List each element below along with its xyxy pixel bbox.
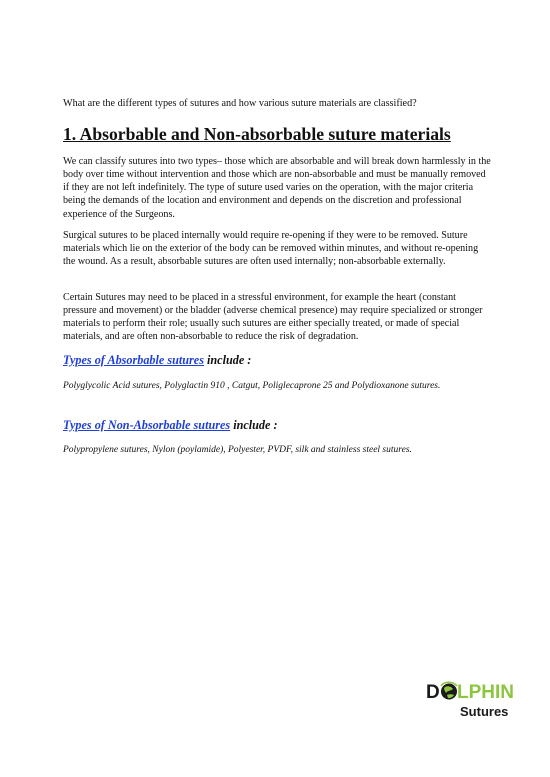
svg-text:LPHIN: LPHIN [457,682,514,703]
intro-question: What are the different types of sutures and how various suture materials are classified? [63,98,417,109]
dolphin-sutures-logo [420,676,516,722]
paragraph-internal-external: Surgical sutures to be placed internally would require re-opening if they were to be removed. Suture materials which lie on the exterior of the body can be removed within minutes, and without re-opening the wound. As a result, absorbable sutures are often used internally; non-absorbable externally. [63,230,479,268]
svg-text:D: D [426,682,440,703]
paragraph-stressful-environment: Certain Sutures may need to be placed in a stressful environment, for example the heart (constant pressure and movement) or the bladder (adverse chemical presence) may require specialized or stronger materials to perform their role; usually such sutures are either specially treated, or made of special materials, and are often non-absorbable to reduce the risk of degradation. [63,292,483,343]
absorbable-subheading [63,352,251,368]
svg-text:Sutures: Sutures [460,704,509,719]
non-absorbable-sutures-list: Polypropylene sutures, Nylon (poylamide), Polyester, PVDF, silk and stainless steel sutures. [63,445,412,455]
globe-icon [441,682,457,699]
section-heading: 1. Absorbable and Non-absorbable suture materials [63,124,451,144]
non-absorbable-subheading [63,417,278,433]
paragraph-classification: We can classify sutures into two types– those which are absorbable and will break down harmlessly in the body over time without intervention and those which are non-absorbable and must be manually removed if they are not left indefinitely. The type of suture used varies on the operation, with the major criteria being the demands of the location and environment and depends on the discretion and professional experience of the Surgeons. [63,156,491,220]
absorbable-subheading-suffix: include : [203,353,252,367]
absorbable-sutures-link[interactable]: Types of Absorbable sutures [63,353,204,367]
non-absorbable-sutures-link[interactable]: Types of Non-Absorbable sutures [63,418,231,432]
non-absorbable-subheading-suffix: include : [230,418,278,432]
absorbable-sutures-list: Polyglycolic Acid sutures, Polyglactin 910 , Catgut, Poliglecaprone 25 and Polydioxanone sutures. [63,381,441,391]
dolphin-logo-graphic [420,676,516,722]
